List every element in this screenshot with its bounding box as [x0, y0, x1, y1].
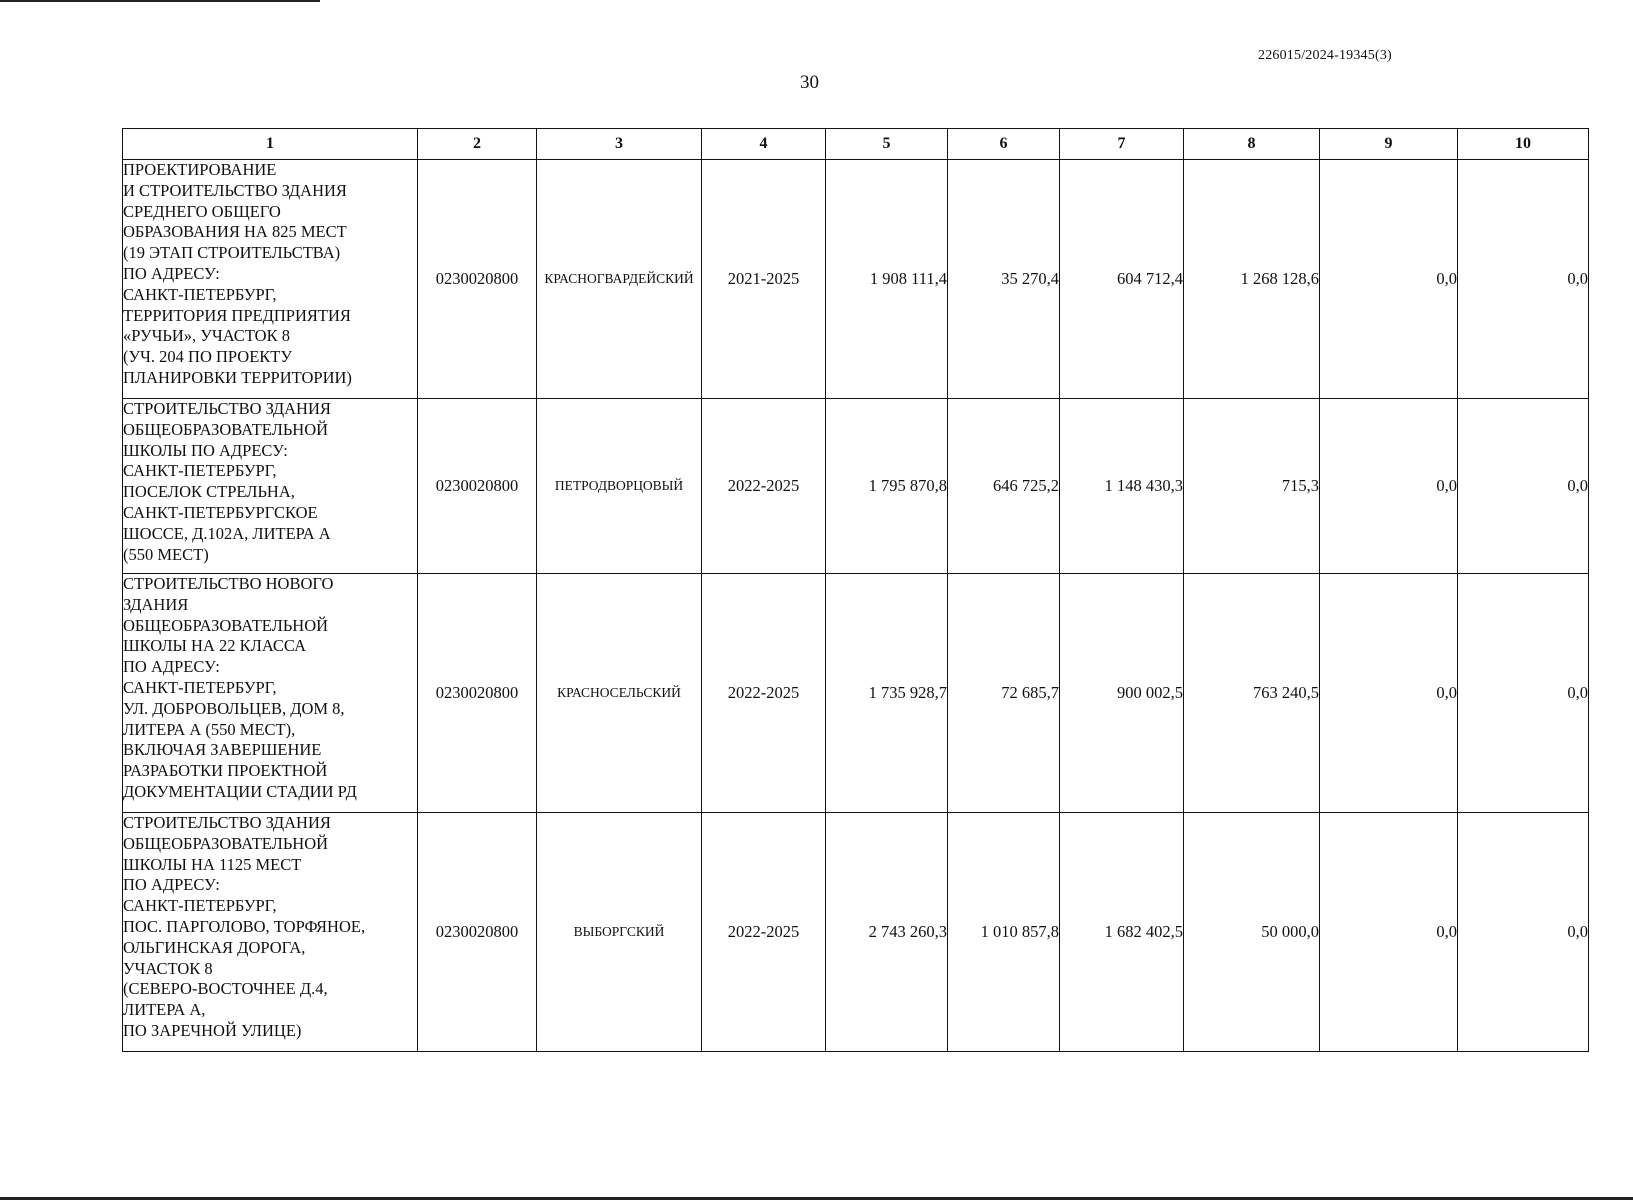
table-row — [123, 574, 1589, 813]
object-name-cell — [123, 813, 418, 1052]
name-line: САНКТ-ПЕТЕРБУРГСКОЕ — [123, 502, 318, 522]
column-header: 9 — [1320, 129, 1458, 160]
column-header: 10 — [1458, 129, 1589, 160]
name-line: ПЛАНИРОВКИ ТЕРРИТОРИИ) — [123, 367, 352, 387]
column-header: 1 — [123, 129, 418, 160]
district-cell: КРАСНОСЕЛЬСКИЙ — [537, 574, 702, 813]
name-line: ОБРАЗОВАНИЯ НА 825 МЕСТ — [123, 222, 347, 242]
name-line: ШОССЕ, Д.102А, ЛИТЕРА А — [123, 523, 331, 543]
name-line: ВКЛЮЧАЯ ЗАВЕРШЕНИЕ — [123, 740, 322, 760]
value-cell-6: 72 685,7 — [948, 574, 1060, 813]
table-row — [123, 399, 1589, 574]
column-header: 7 — [1060, 129, 1184, 160]
page-number: 30 — [800, 72, 819, 93]
value-cell-9: 0,0 — [1320, 813, 1458, 1052]
code-cell: 0230020800 — [418, 813, 537, 1052]
value-cell-9: 0,0 — [1320, 574, 1458, 813]
name-line: ПО АДРЕСУ: — [123, 875, 220, 895]
object-name-cell — [123, 160, 418, 399]
period-cell: 2022-2025 — [702, 574, 826, 813]
name-line: УЛ. ДОБРОВОЛЬЦЕВ, ДОМ 8, — [123, 698, 345, 718]
column-header: 6 — [948, 129, 1060, 160]
value-cell-8: 715,3 — [1184, 399, 1320, 574]
name-line: ЛИТЕРА А (550 МЕСТ), — [123, 719, 296, 739]
column-header: 5 — [826, 129, 948, 160]
district-cell: ВЫБОРГСКИЙ — [537, 813, 702, 1052]
name-line: СТРОИТЕЛЬСТВО НОВОГО — [123, 574, 334, 593]
name-line: ШКОЛЫ НА 22 КЛАССА — [123, 636, 307, 656]
name-line: «РУЧЬИ», УЧАСТОК 8 — [123, 326, 290, 346]
value-cell-10: 0,0 — [1458, 574, 1589, 813]
value-cell-6: 35 270,4 — [948, 160, 1060, 399]
value-cell-7: 900 002,5 — [1060, 574, 1184, 813]
value-cell-5: 2 743 260,3 — [826, 813, 948, 1052]
value-cell-8: 763 240,5 — [1184, 574, 1320, 813]
name-line: САНКТ-ПЕТЕРБУРГ, — [123, 677, 277, 697]
column-header: 4 — [702, 129, 826, 160]
name-line: СТРОИТЕЛЬСТВО ЗДАНИЯ — [123, 813, 331, 832]
column-header: 2 — [418, 129, 537, 160]
name-line: ПРОЕКТИРОВАНИЕ — [123, 160, 277, 179]
name-line: САНКТ-ПЕТЕРБУРГ, — [123, 284, 277, 304]
value-cell-8: 1 268 128,6 — [1184, 160, 1320, 399]
name-line: (550 МЕСТ) — [123, 544, 209, 564]
name-line: ЛИТЕРА А, — [123, 1000, 206, 1020]
name-line: ДОКУМЕНТАЦИИ СТАДИИ РД — [123, 781, 357, 801]
column-header: 8 — [1184, 129, 1320, 160]
name-line: (УЧ. 204 ПО ПРОЕКТУ — [123, 347, 293, 367]
column-header: 3 — [537, 129, 702, 160]
value-cell-9: 0,0 — [1320, 160, 1458, 399]
value-cell-7: 1 148 430,3 — [1060, 399, 1184, 574]
period-cell: 2022-2025 — [702, 813, 826, 1052]
name-line: ОБЩЕОБРАЗОВАТЕЛЬНОЙ — [123, 615, 329, 635]
name-line: ПОСЕЛОК СТРЕЛЬНА, — [123, 482, 295, 502]
name-line: ШКОЛЫ ПО АДРЕСУ: — [123, 440, 288, 460]
name-line: И СТРОИТЕЛЬСТВО ЗДАНИЯ — [123, 180, 347, 200]
document-number: 226015/2024-19345(3) — [1258, 48, 1392, 63]
name-line: СРЕДНЕГО ОБЩЕГО — [123, 201, 281, 221]
value-cell-7: 1 682 402,5 — [1060, 813, 1184, 1052]
value-cell-10: 0,0 — [1458, 160, 1589, 399]
name-line: РАЗРАБОТКИ ПРОЕКТНОЙ — [123, 761, 328, 781]
name-line: ПО ЗАРЕЧНОЙ УЛИЦЕ) — [123, 1020, 302, 1040]
name-line: (СЕВЕРО-ВОСТОЧНЕЕ Д.4, — [123, 979, 328, 999]
table-row — [123, 813, 1589, 1052]
value-cell-5: 1 795 870,8 — [826, 399, 948, 574]
value-cell-6: 1 010 857,8 — [948, 813, 1060, 1052]
name-line: ПО АДРЕСУ: — [123, 657, 220, 677]
period-cell: 2021-2025 — [702, 160, 826, 399]
name-line: ОЛЬГИНСКАЯ ДОРОГА, — [123, 937, 306, 957]
name-line: ОБЩЕОБРАЗОВАТЕЛЬНОЙ — [123, 833, 329, 853]
name-line: УЧАСТОК 8 — [123, 958, 213, 978]
value-cell-10: 0,0 — [1458, 813, 1589, 1052]
value-cell-6: 646 725,2 — [948, 399, 1060, 574]
investment-table — [122, 128, 1589, 1052]
code-cell: 0230020800 — [418, 399, 537, 574]
value-cell-10: 0,0 — [1458, 399, 1589, 574]
period-cell: 2022-2025 — [702, 399, 826, 574]
value-cell-7: 604 712,4 — [1060, 160, 1184, 399]
district-cell: ПЕТРОДВОРЦОВЫЙ — [537, 399, 702, 574]
value-cell-5: 1 735 928,7 — [826, 574, 948, 813]
object-name-cell — [123, 399, 418, 574]
value-cell-9: 0,0 — [1320, 399, 1458, 574]
name-line: ЗДАНИЯ — [123, 594, 189, 614]
name-line: ШКОЛЫ НА 1125 МЕСТ — [123, 854, 302, 874]
scan-edge-top — [0, 0, 320, 2]
table-row — [123, 160, 1589, 399]
name-line: СТРОИТЕЛЬСТВО ЗДАНИЯ — [123, 399, 331, 418]
code-cell: 0230020800 — [418, 574, 537, 813]
name-line: ПО АДРЕСУ: — [123, 263, 220, 283]
value-cell-8: 50 000,0 — [1184, 813, 1320, 1052]
object-name-cell — [123, 574, 418, 813]
name-line: САНКТ-ПЕТЕРБУРГ, — [123, 461, 277, 481]
name-line: САНКТ-ПЕТЕРБУРГ, — [123, 896, 277, 916]
header-row — [123, 129, 1589, 160]
name-line: ОБЩЕОБРАЗОВАТЕЛЬНОЙ — [123, 419, 329, 439]
name-line: ПОС. ПАРГОЛОВО, ТОРФЯНОЕ, — [123, 916, 366, 936]
code-cell: 0230020800 — [418, 160, 537, 399]
name-line: ТЕРРИТОРИЯ ПРЕДПРИЯТИЯ — [123, 305, 351, 325]
value-cell-5: 1 908 111,4 — [826, 160, 948, 399]
district-cell: КРАСНОГВАРДЕЙСКИЙ — [537, 160, 702, 399]
name-line: (19 ЭТАП СТРОИТЕЛЬСТВА) — [123, 243, 341, 263]
